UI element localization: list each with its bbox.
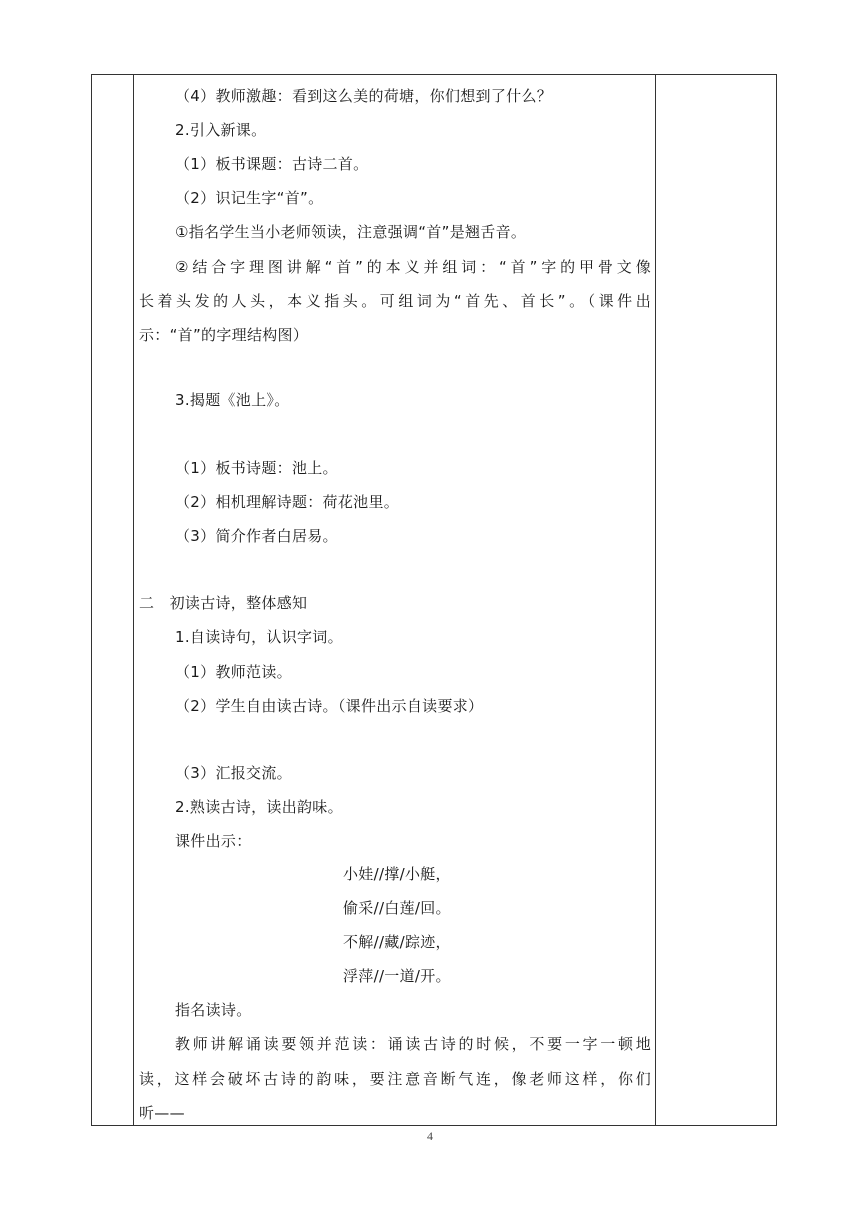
paragraph-character-explanation-line-2: 长着头发的人头，本义指头。可组词为“首先、首长”。（课件出 xyxy=(139,292,651,310)
paragraph-read-with-rhythm: 2.熟读古诗，读出韵味。 xyxy=(175,798,343,816)
paragraph-report-exchange: （3）汇报交流。 xyxy=(175,764,292,782)
poem-line: 偷采//白莲/回。 xyxy=(343,899,451,917)
page-number: 4 xyxy=(427,1129,433,1143)
paragraph-recitation-guidance-line-1: 教师讲解诵读要领并范读：诵读古诗的时候，不要一字一顿地 xyxy=(175,1035,651,1053)
paragraph-board-title: （1）板书课题：古诗二首。 xyxy=(175,155,369,173)
paragraph-board-poem-title: （1）板书诗题：池上。 xyxy=(175,459,338,477)
paragraph-reveal-title: 3.揭题《池上》。 xyxy=(175,391,290,409)
poem-line: 不解//藏/踪迹， xyxy=(343,933,451,951)
paragraph-read-poem-aloud: 指名读诗。 xyxy=(175,1001,252,1019)
table-column-divider-right xyxy=(655,74,656,1126)
paragraph-student-lead-reading: ①指名学生当小老师领读，注意强调“首”是翘舌音。 xyxy=(175,223,527,241)
paragraph-introduce-lesson: 2.引入新课。 xyxy=(175,121,267,139)
paragraph-understand-title: （2）相机理解诗题：荷花池里。 xyxy=(175,493,400,511)
section-heading-first-reading: 二 初读古诗，整体感知 xyxy=(139,594,308,612)
paragraph-self-reading: 1.自读诗句，认识字词。 xyxy=(175,628,343,646)
paragraph-teacher-prompt: （4）教师激趣：看到这么美的荷塘，你们想到了什么？ xyxy=(175,87,553,105)
paragraph-character-explanation-line-1: ②结合字理图讲解“首”的本义并组词：“首”字的甲骨文像 xyxy=(175,258,651,276)
poem-line: 浮萍//一道/开。 xyxy=(343,967,451,985)
poem-line: 小娃//撑/小艇， xyxy=(343,865,451,883)
paragraph-recitation-guidance-line-2: 读，这样会破坏古诗的韵味，要注意音断气连，像老师这样，你们 xyxy=(139,1070,651,1088)
paragraph-recitation-guidance-line-3: 听—— xyxy=(139,1104,185,1122)
paragraph-learn-character: （2）识记生字“首”。 xyxy=(175,189,324,207)
paragraph-courseware-shows: 课件出示： xyxy=(175,832,252,850)
paragraph-character-explanation-line-3: 示：“首”的字理结构图） xyxy=(139,326,309,344)
paragraph-student-free-reading: （2）学生自由读古诗。（课件出示自读要求） xyxy=(175,697,484,715)
paragraph-teacher-demo-reading: （1）教师范读。 xyxy=(175,663,292,681)
table-column-divider-left xyxy=(133,74,134,1126)
paragraph-introduce-author: （3）简介作者白居易。 xyxy=(175,527,338,545)
